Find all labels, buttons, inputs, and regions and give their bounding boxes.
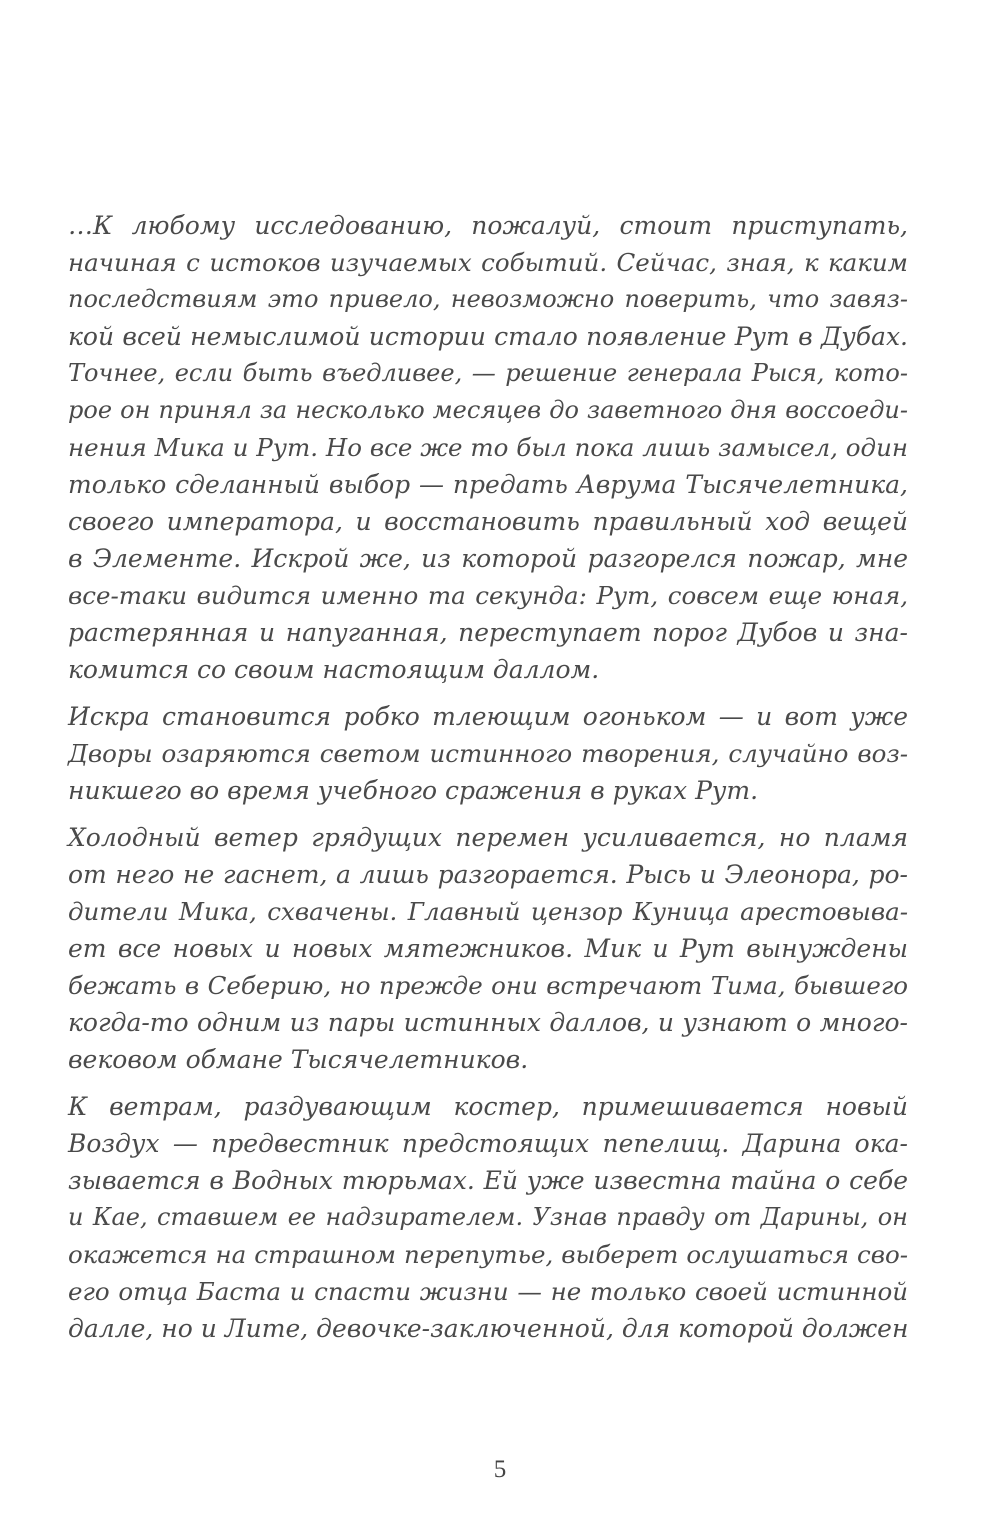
text-line: комится со своим настоящим даллом.	[68, 655, 600, 684]
text-line: бежать в Себерию, но прежде они встречают Тима, бывшего	[68, 971, 908, 1000]
body-text	[68, 207, 908, 1357]
text-line: вековом обмане Тысячелетников.	[68, 1045, 529, 1074]
text-line: Искра становится робко тлеющим огоньком — и вот уже	[68, 702, 908, 731]
paragraph-2	[68, 698, 908, 809]
text-line: начиная с истоков изучаемых событий. Сейчас, зная, к каким	[68, 248, 908, 277]
text-line: ет все новых и новых мятежников. Мик и Рут вынуждены	[68, 934, 908, 963]
text-line: все-таки видится именно та секунда: Рут, совсем еще юная,	[68, 581, 908, 610]
text-line: кой всей немыслимой истории стало появление Рут в Дубах.	[68, 322, 908, 351]
text-line: растерянная и напуганная, переступает порог Дубов и зна-	[68, 618, 908, 647]
text-line: только сделанный выбор — предать Аврума Тысячелетника,	[68, 470, 908, 499]
text-line: от него не гаснет, а лишь разгорается. Рысь и Элеонора, ро-	[68, 860, 908, 889]
page-number: 5	[493, 1456, 507, 1483]
text-line: Дворы озаряются светом истинного творения, случайно воз-	[68, 739, 908, 768]
text-line: дители Мика, схвачены. Главный цензор Куница арестовыва-	[68, 897, 908, 926]
text-line: рое он принял за несколько месяцев до заветного дня воссоеди-	[68, 396, 908, 424]
text-line: своего императора, и восстановить правильный ход вещей	[68, 507, 908, 536]
text-line: К ветрам, раздувающим костер, примешивается новый	[68, 1092, 908, 1121]
text-line: зывается в Водных тюрьмах. Ей уже известна тайна о себе	[68, 1166, 908, 1195]
paragraph-1	[68, 207, 908, 688]
text-line: …К любому исследованию, пожалуй, стоит приступать,	[68, 211, 908, 240]
text-line: окажется на страшном перепутье, выберет ослушаться сво-	[68, 1240, 908, 1269]
text-line: его отца Баста и спасти жизни — не только своей истинной	[68, 1277, 908, 1306]
text-line: далле, но и Лите, девочке-заключенной, для которой должен	[68, 1314, 909, 1343]
paragraph-3	[68, 819, 908, 1078]
text-line: никшего во время учебного сражения в руках Рут.	[68, 776, 759, 805]
text-line: Точнее, если быть въедливее, — решение генерала Рыся, кото-	[68, 359, 908, 387]
text-line: последствиям это привело, невозможно поверить, что завяз-	[68, 285, 908, 313]
text-line: и Кае, ставшем ее надзирателем. Узнав правду от Дарины, он	[68, 1203, 908, 1231]
text-line: нения Мика и Рут. Но все же то был пока лишь замысел, один	[68, 433, 908, 462]
text-line: Воздух — предвестник предстоящих пепелищ. Дарина ока-	[68, 1129, 908, 1158]
text-line: когда-то одним из пары истинных даллов, и узнают о много-	[68, 1008, 908, 1037]
text-line: Холодный ветер грядущих перемен усиливается, но пламя	[68, 823, 908, 852]
paragraph-4	[68, 1088, 908, 1347]
text-line: в Элементе. Искрой же, из которой разгорелся пожар, мне	[68, 544, 908, 573]
